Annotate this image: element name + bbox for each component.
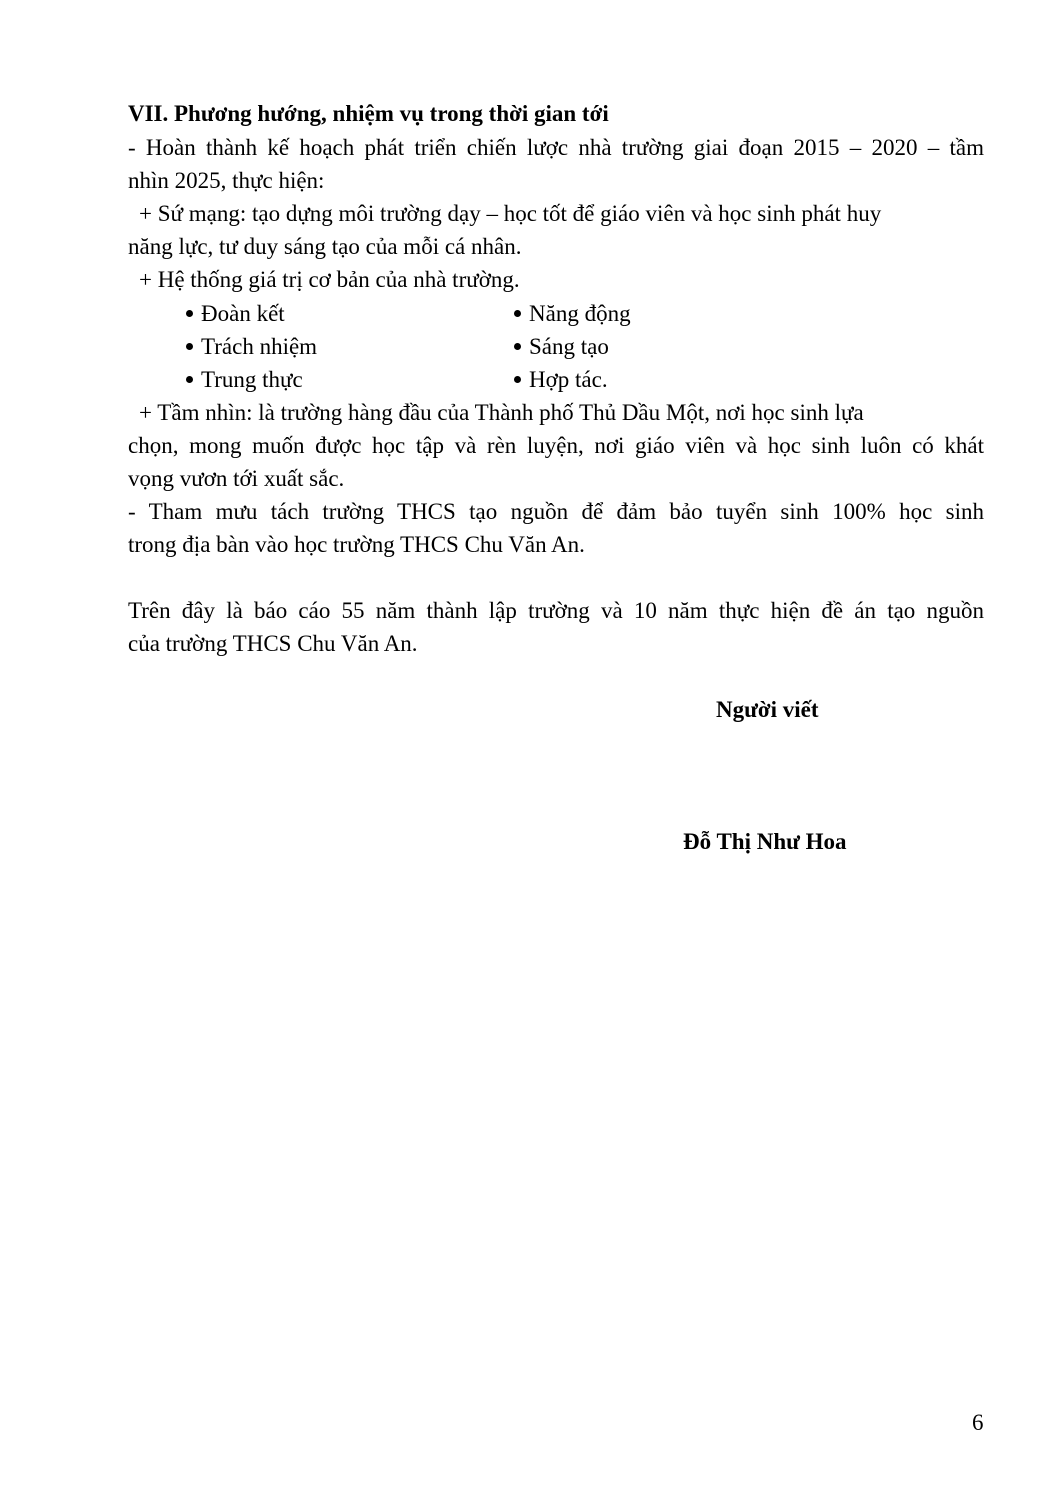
signature-title: Người viết [716, 697, 819, 722]
bullet-icon [186, 310, 193, 317]
closing-line-1: Trên đây là báo cáo 55 năm thành lập trường và 10 năm thực hiện đề án tạo nguồn [128, 598, 984, 623]
value-item: Đoàn kết [186, 297, 285, 330]
bullet-icon [514, 343, 521, 350]
mission-line-1: + Sứ mạng: tạo dựng môi trường dạy – học tốt để giáo viên và học sinh phát huy [139, 201, 882, 226]
vision-line-2: chọn, mong muốn được học tập và rèn luyện, nơi giáo viên và học sinh luôn có khát [128, 433, 984, 458]
values-intro: + Hệ thống giá trị cơ bản của nhà trường. [139, 267, 520, 292]
vision-line-3: vọng vươn tới xuất sắc. [128, 466, 345, 491]
bullet-icon [514, 310, 521, 317]
proposal-line-2: trong địa bàn vào học trường THCS Chu Văn An. [128, 532, 585, 557]
bullet-icon [186, 376, 193, 383]
section-heading: VII. Phương hướng, nhiệm vụ trong thời gian tới [128, 101, 609, 126]
value-item: Hợp tác. [514, 363, 608, 396]
value-item: Sáng tạo [514, 330, 609, 363]
value-item: Năng động [514, 297, 631, 330]
vision-line-1: + Tầm nhìn: là trường hàng đầu của Thành phố Thủ Dầu Một, nơi học sinh lựa [139, 400, 864, 425]
value-item: Trung thực [186, 363, 303, 396]
bullet-icon [514, 376, 521, 383]
mission-line-2: năng lực, tư duy sáng tạo của mỗi cá nhân. [128, 234, 522, 259]
closing-line-2: của trường THCS Chu Văn An. [128, 631, 418, 656]
page-number: 6 [972, 1410, 984, 1435]
plan-paragraph-line-2: nhìn 2025, thực hiện: [128, 168, 325, 193]
signature-name: Đỗ Thị Như Hoa [683, 829, 847, 854]
proposal-line-1: - Tham mưu tách trường THCS tạo nguồn để đảm bảo tuyển sinh 100% học sinh [128, 499, 984, 524]
bullet-icon [186, 343, 193, 350]
value-item: Trách nhiệm [186, 330, 317, 363]
plan-paragraph-line-1: - Hoàn thành kế hoạch phát triển chiến lược nhà trường giai đoạn 2015 – 2020 – tầm [128, 135, 984, 160]
